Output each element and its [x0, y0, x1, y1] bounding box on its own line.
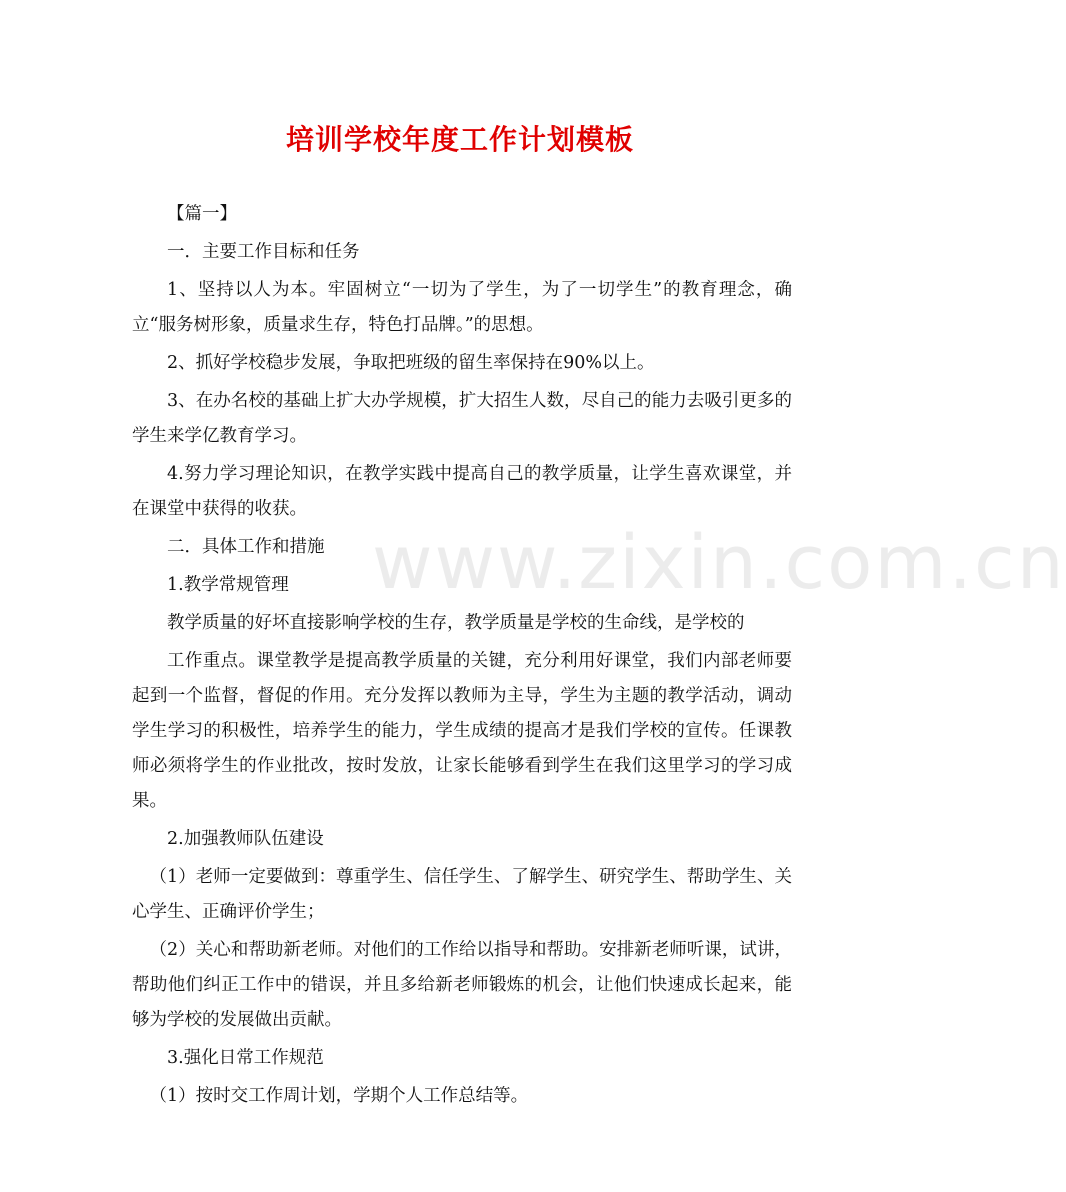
- paragraph: （2）关心和帮助新老师。对他们的工作给以指导和帮助。安排新老师听课，试讲，帮助他们纠正工作中的错误，并且多给新老师锻炼的机会，让他们快速成长起来，能够为学校的发展做出贡献。: [132, 940, 792, 1030]
- heading-2: 二．具体工作和措施: [167, 537, 325, 557]
- document-body: [132, 197, 792, 1117]
- paragraph: 教学质量的好坏直接影响学校的生存，教学质量是学校的生命线，是学校的: [167, 613, 745, 633]
- paragraph: 4.努力学习理论知识，在教学实践中提高自己的教学质量，让学生喜欢课堂，并在课堂中获得的收获。: [132, 464, 792, 519]
- paragraph: 3、在办名校的基础上扩大办学规模，扩大招生人数，尽自己的能力去吸引更多的学生来学亿教育学习。: [132, 391, 792, 446]
- subheading: 1.教学常规管理: [167, 575, 289, 595]
- paragraph: 2、抓好学校稳步发展，争取把班级的留生率保持在90%以上。: [167, 353, 655, 373]
- document-title: 培训学校年度工作计划模板: [285, 123, 634, 156]
- subheading: 3.强化日常工作规范: [167, 1048, 324, 1068]
- paragraph: （1）按时交工作周计划，学期个人工作总结等。: [149, 1086, 529, 1106]
- watermark: www.zixin.com.cn: [372, 520, 1066, 606]
- paragraph: 工作重点。课堂教学是提高教学质量的关键，充分利用好课堂，我们内部老师要起到一个监督，督促的作用。充分发挥以教师为主导，学生为主题的教学活动，调动学生学习的积极性，培养学生的能力，学生成绩的提高才是我们学校的宣传。任课教师必须将学生的作业批改，按时发放，让家长能够看到学生在我们这里学习的学习成果。: [132, 651, 792, 811]
- section-heading: 【篇一】: [167, 204, 237, 224]
- subheading: 2.加强教师队伍建设: [167, 829, 324, 849]
- paragraph: （1）老师一定要做到：尊重学生、信任学生、了解学生、研究学生、帮助学生、关心学生、正确评价学生；: [132, 867, 792, 922]
- heading-1: 一．主要工作目标和任务: [167, 242, 360, 262]
- paragraph: 1、坚持以人为本。牢固树立“一切为了学生，为了一切学生”的教育理念，确立“服务树形象，质量求生存，特色打品牌。”的思想。: [132, 280, 792, 335]
